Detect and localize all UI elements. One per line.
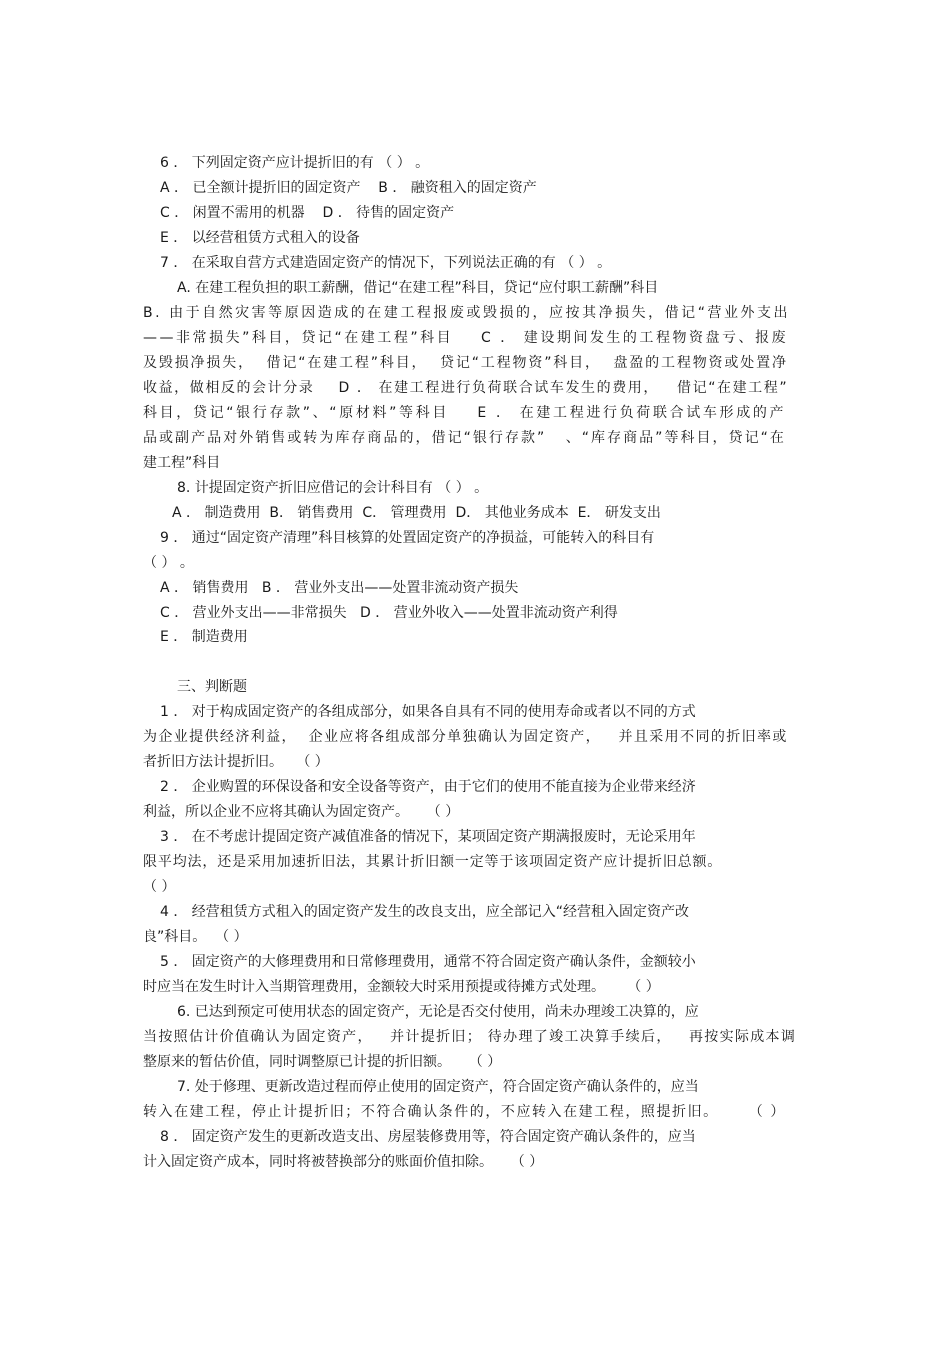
text-line: （ ） 。 (143, 555, 194, 571)
text-line: C ． 闲置不需用的机器 D ． 待售的固定资产 (160, 205, 455, 221)
text-line: 8 ． 固定资产发生的更新改造支出、房屋装修费用等，符合固定资产确认条件的，应当 (160, 1129, 696, 1145)
text-line: 7. 处于修理、更新改造过程而停止使用的固定资产，符合固定资产确认条件的，应当 (177, 1079, 699, 1095)
text-line: 5 ． 固定资产的大修理费用和日常修理费用，通常不符合固定资产确认条件，金额较小 (160, 954, 696, 970)
text-line: 科目，贷记“银行存款”、“原材料”等科目 E ． 在建工程进行负荷联合试车形成的产 (143, 405, 787, 421)
text-line: ——非常损失”科目，贷记“在建工程”科目 C ． 建设期间发生的工程物资盘亏、报废 (143, 330, 789, 346)
text-line: A ． 已全额计提折旧的固定资产 B ． 融资租入的固定资产 (160, 180, 537, 196)
text-line: 及毁损净损失， 借记“在建工程”科目， 贷记“工程物资”科目， 盘盈的工程物资或处置净 (143, 355, 788, 371)
text-line: 限平均法，还是采用加速折旧法，其累计折旧额一定等于该项固定资产应计提折旧总额。 (143, 854, 723, 870)
text-line: 三、判断题 (177, 679, 247, 695)
text-line: 良”科目。 （ ） (143, 929, 248, 945)
text-line: 利益，所以企业不应将其确认为固定资产。 （ ） (143, 804, 460, 820)
text-line: 4 ． 经营租赁方式租入的固定资产发生的改良支出，应全部记入“经营租入固定资产改 (160, 904, 690, 920)
text-line: 当按照估计价值确认为固定资产， 并计提折旧； 待办理了竣工决算手续后， 再按实际成本调 (143, 1029, 797, 1045)
text-line: 9 ． 通过“固定资产清理”科目核算的处置固定资产的净损益，可能转入的科目有 (160, 530, 655, 546)
text-line: 计入固定资产成本，同时将被替换部分的账面价值扣除。 （ ） (143, 1154, 544, 1170)
text-line: 6 ． 下列固定资产应计提折旧的有 （ ） 。 (160, 155, 430, 171)
text-line: 为企业提供经济利益， 企业应将各组成部分单独确认为固定资产， 并且采用不同的折旧率或 (143, 729, 788, 745)
text-line: A. 在建工程负担的职工薪酬，借记“在建工程”科目，贷记“应付职工薪酬”科目 (177, 280, 659, 296)
text-line: 者折旧方法计提折旧。 （ ） (143, 754, 329, 770)
text-line: B. 由于自然灾害等原因造成的在建工程报废或毁损的，应按其净损失，借记“营业外支出 (143, 305, 791, 321)
text-line: 7 ． 在采取自营方式建造固定资产的情况下，下列说法正确的有 （ ） 。 (160, 255, 612, 271)
text-line: A ． 销售费用 B ． 营业外支出——处置非流动资产损失 (160, 580, 519, 596)
text-line: 8. 计提固定资产折旧应借记的会计科目有 （ ） 。 (177, 480, 489, 496)
text-line: 2 ． 企业购置的环保设备和安全设备等资产，由于它们的使用不能直接为企业带来经济 (160, 779, 696, 795)
text-line: 收益，做相反的会计分录 D ． 在建工程进行负荷联合试车发生的费用， 借记“在建工程” (143, 380, 789, 396)
text-line: 整原来的暂估价值，同时调整原已计提的折旧额。 （ ） (143, 1054, 502, 1070)
text-line: E ． 以经营租赁方式租入的设备 (160, 230, 360, 246)
text-line: A ． 制造费用 B． 销售费用 C． 管理费用 D． 其他业务成本 E． 研发支出 (172, 505, 661, 521)
text-line: 6. 已达到预定可使用状态的固定资产，无论是否交付使用，尚未办理竣工决算的，应 (177, 1004, 699, 1020)
text-line: 1 ． 对于构成固定资产的各组成部分，如果各自具有不同的使用寿命或者以不同的方式 (160, 704, 696, 720)
text-line: 时应当在发生时计入当期管理费用，金额较大时采用预提或待摊方式处理。 （ ） (143, 979, 660, 995)
text-line: C ． 营业外支出——非常损失 D ． 营业外收入——处置非流动资产利得 (160, 605, 618, 621)
text-line: 3 ． 在不考虑计提固定资产减值准备的情况下，某项固定资产期满报废时，无论采用年 (160, 829, 696, 845)
text-line: （ ） (143, 879, 176, 895)
text-line: 转入在建工程，停止计提折旧；不符合确认条件的，不应转入在建工程，照提折旧。 （ ） (143, 1104, 786, 1120)
text-line: 建工程”科目 (143, 455, 221, 471)
text-line: E ． 制造费用 (160, 629, 248, 645)
text-line: 品或副产品对外销售或转为库存商品的，借记“银行存款” 、“库存商品”等科目，贷记“在 (143, 430, 786, 446)
